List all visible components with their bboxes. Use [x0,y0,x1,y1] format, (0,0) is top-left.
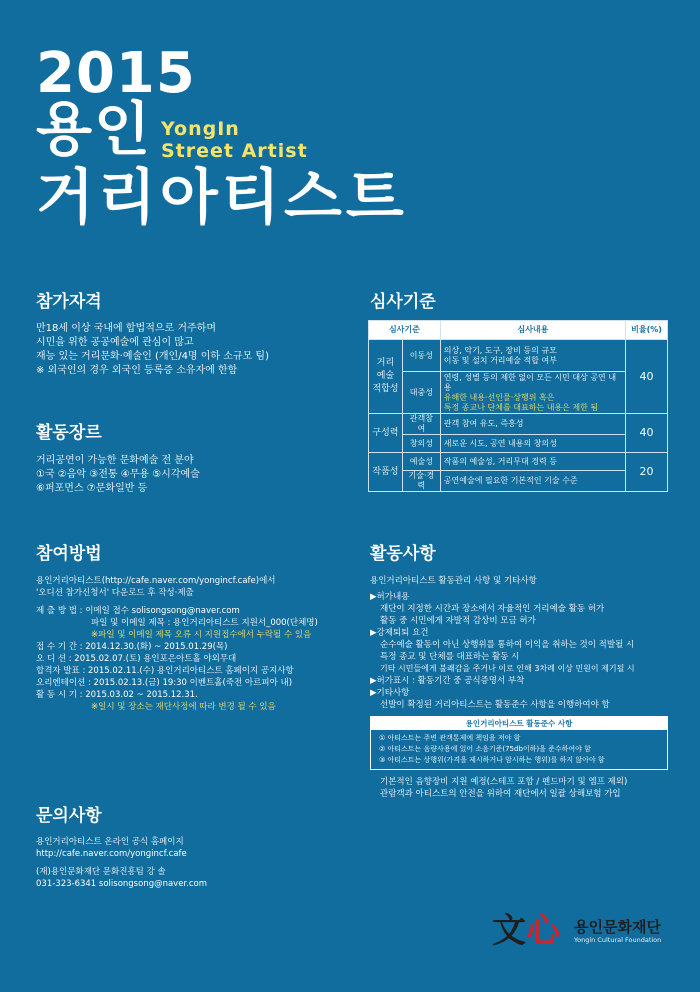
rules-box [370,716,668,770]
criteria-content: 공연예술에 필요한 기본적인 기술 수준 [440,471,625,492]
criteria-content: 새로운 시도, 공연 내용의 창의성 [440,435,625,453]
criteria-content: 작품의 예술성, 거리무대 경력 등 [440,453,625,471]
poster-title-street-artist: 거리아티스트 [36,163,408,233]
criteria-group-artistry: 작품성 [369,453,403,492]
criteria-content: 관객 참여 유도, 즉흥성 [440,414,625,435]
contact-line: (재)용인문화재단 문화진흥팀 강 솔 [36,867,166,877]
table-row [369,372,668,414]
foundation-logo-mark: 文心 [492,911,560,951]
criteria-sub: 관객참여 [402,414,440,435]
activities-line: 활동 중 시민에게 자발적 감상비 모금 허가 [380,616,536,626]
rules-box-body [371,730,667,769]
content-line: 의상, 악기, 도구, 장비 등의 규모 [443,345,557,355]
participation-note: ※파일 및 이메일 제목 오류 시 지원접수에서 누락될 수 있음 [91,630,312,640]
criteria-sub: 예술성 [402,453,440,471]
contact-url[interactable]: http://cafe.naver.com/yongincf.cafe [36,849,187,859]
criteria-ratio: 40 [626,414,668,453]
foundation-name-ko: 용인문화재단 [574,918,661,936]
table-row [369,340,668,372]
activities-line: 재단이 지정한 시간과 장소에서 자율적인 거리예술 활동 허가 [380,604,605,614]
criteria-sub: 이동성 [402,340,440,372]
activities-subheading: ▶허가내용 [370,592,410,602]
rules-line: ② 아티스트는 음량사용에 있어 소음기준(75db이하)을 준수하여야 함 [379,745,591,753]
participation-line: 활 동 시 기 : 2015.03.02 ~ 2015.12.31. [36,690,198,700]
criteria-table [368,320,668,492]
group-name-part: 적합성 [372,384,399,394]
criteria-content [440,372,625,414]
criteria-sub: 대중성 [402,372,440,414]
eligibility-text [36,322,269,378]
criteria-group-suitability [369,340,403,414]
eligibility-line: 재능 있는 거리문화·예술인 (개인/4명 이하 소규모 팀) [36,351,269,362]
activities-subheading: ▶기타사항 [370,688,410,698]
contact-text [36,836,207,890]
foundation-name-en: Yongin Cultural Foundation [574,936,662,944]
subtitle-line1: YongIn [161,118,240,140]
genres-line: ①국 ②음악 ③전통 ④무용 ⑤시각예술 [36,469,200,480]
genres-text [36,454,200,496]
participation-text [36,575,318,713]
participation-line: 파일 및 이메일 제목 : 용인거리아티스트 지원서_000(단체명) [91,618,318,628]
genres-line: 거리공연이 가능한 문화예술 전 분야 [36,455,194,466]
activities-line: 용인거리아티스트 활동관리 사항 및 기타사항 [370,576,537,586]
criteria-sub: 기술·경력 [402,471,440,492]
activities-line: 특정 종교 및 단체를 대표하는 활동 시 [380,652,520,662]
participation-heading: 참여방법 [36,544,102,564]
activities-line: 기타 시민들에게 불쾌감을 주거나 이로 인해 3차례 이상 민원이 제기될 시 [380,664,635,673]
activities-line: 선발이 확정된 거리아티스트는 활동준수 사항을 이행하여야 함 [380,700,610,710]
group-name-part: 거리 [376,358,395,368]
criteria-header-row [369,321,668,340]
participation-line: 오 디 션 : 2015.02.07.(토) 용인포은아트홀 야외무대 [36,654,237,664]
participation-line: 용인거리아티스트(http://cafe.naver.com/yongincf.cafe)에서 [36,576,276,586]
participation-line: 오리엔테이션 : 2015.02.13.(금) 19:30 이벤트홀(죽전 아르피아 내) [36,678,293,688]
activities-line: 기본적인 음향장비 지원 예정(스테프 포함 / 펜드마기 및 엠프 제외) [380,777,628,787]
criteria-group-composition: 구성력 [369,414,403,453]
criteria-sub: 창의성 [402,435,440,453]
group-name-part: 예술 [376,371,395,381]
criteria-content [440,340,625,372]
eligibility-heading: 참가자격 [36,292,102,312]
activities-text [370,575,672,800]
subtitle-line2: Street Artist [161,140,308,162]
contact-heading: 문의사항 [36,806,102,826]
eligibility-line: ※ 외국인의 경우 외국인 등록증 소유자에 한함 [36,365,238,376]
content-line: 연령, 성별 등의 제한 없이 모든 시민 대상 공연 내용 [443,372,617,392]
content-line: 특정 종교나 단체를 대표하는 내용은 제한 됨 [443,402,599,412]
table-row [369,414,668,435]
participation-line: '오디션 참가신청서' 다운로드 후 작성·제출 [36,588,194,598]
activities-heading: 활동사항 [370,544,436,564]
content-line: 유해한 내용·선인물·상행위 혹은 [443,392,555,402]
activities-line: 순수예술 활동이 아닌 상행위를 통하여 이익을 취하는 것이 적발될 시 [380,640,635,650]
participation-note: ※일시 및 장소는 재단사정에 따라 변경 될 수 있음 [91,702,276,712]
criteria-heading: 심사기준 [370,292,436,312]
poster-year: 2015 [36,41,196,106]
criteria-col-content: 심사내용 [440,321,625,340]
poster-subtitle [161,118,308,162]
criteria-col-criteria: 심사기준 [369,321,441,340]
activities-line: 관람객과 아티스트의 안전을 위하여 재단에서 일괄 상해보험 가입 [380,789,621,799]
criteria-ratio: 20 [626,453,668,492]
eligibility-line: 만18세 이상 국내에 합법적으로 거주하며 [36,323,216,334]
participation-line: 접 수 기 간 : 2014.12.30.(화) ~ 2015.01.29(목) [36,642,228,652]
genres-line: ⑥퍼포먼스 ⑦문화일반 등 [36,483,148,494]
participation-line: 합격자 발표 : 2015.02.11.(수) 용인거리아티스트 홈페이지 공지사항 [36,666,294,676]
activities-subheading: ▶허가표시 : 활동기간 중 공식증명서 부착 [370,676,525,686]
genres-heading: 활동장르 [36,423,102,443]
eligibility-line: 시민을 위한 공공예술에 관심이 많고 [36,337,194,348]
contact-line: 용인거리아티스트 온라인 공식 홈페이지 [36,837,184,847]
foundation-logo [492,912,560,950]
poster-title-yongin: 용인 [36,95,153,163]
criteria-ratio: 40 [626,340,668,414]
activities-subheading: ▶강제퇴퇴 요건 [370,628,429,638]
criteria-col-ratio: 비율(%) [626,321,668,340]
rules-box-title: 용인거리아티스트 활동준수 사항 [371,717,667,730]
table-row [369,435,668,453]
participation-line: 제 출 방 법 : 이메일 접수 solisongsong@naver.com [36,606,240,616]
content-line: 이동 및 설치 거리예술 적합 여부 [443,355,557,365]
contact-email[interactable]: 031-323-6341 solisongsong@naver.com [36,879,208,889]
rules-line: ③ 아티스트는 상행위(가격을 제시하거나 암시하는 행위)를 하지 않아야 함 [379,756,605,764]
table-row [369,471,668,492]
foundation-name [574,918,661,945]
table-row [369,453,668,471]
rules-line: ① 아티스트는 주변 관객통제에 책임을 져야 함 [379,734,521,742]
